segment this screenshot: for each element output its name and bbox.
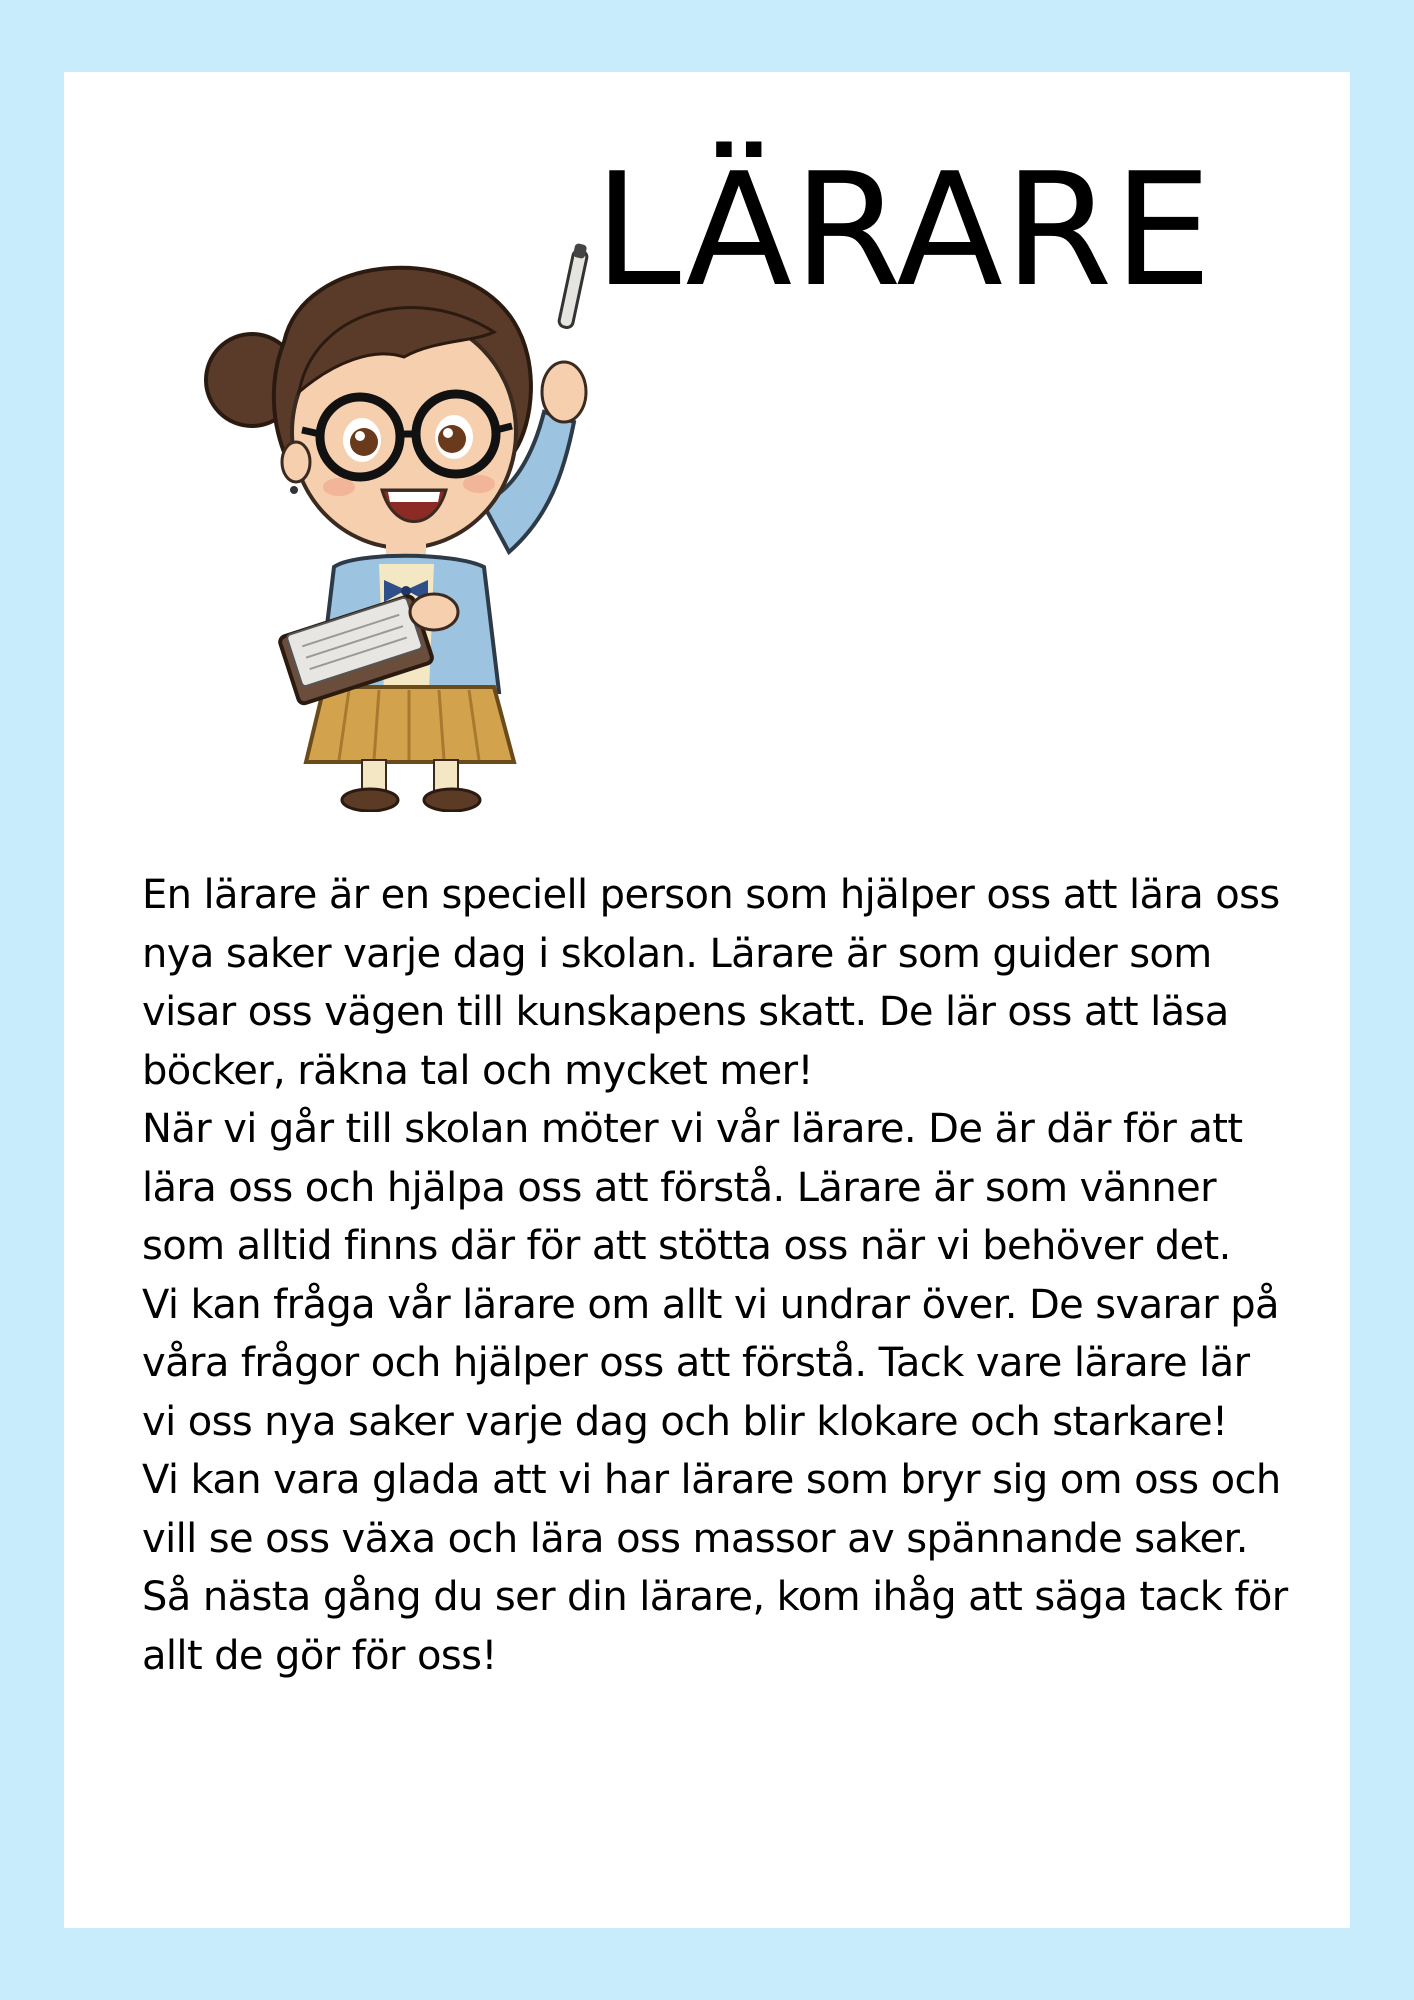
page-title: LÄRARE — [594, 139, 1213, 321]
paragraph: En lärare är en speciell person som hjälper oss att lära oss nya saker varje dag i skolan. Lärare är som guider som visar oss vägen till kunskapens skatt. De lär oss att läsa böcker, räkna tal och mycket mer! — [142, 872, 1280, 1094]
paragraph: Vi kan vara glada att vi har lärare som bryr sig om oss och vill se oss växa och lära oss massor av spännande saker. Så nästa gång du ser din lärare, kom ihåg att säga tack för allt de gör för oss! — [142, 1457, 1288, 1679]
paragraph: Vi kan fråga vår lärare om allt vi undrar över. De svarar på våra frågor och hjälper oss att förstå. Tack vare lärare lär vi oss nya saker varje dag och blir klokare och starkare! — [142, 1281, 1279, 1445]
paragraph: När vi går till skolan möter vi vår lärare. De är där för att lära oss och hjälpa oss att förstå. Lärare är som vänner som alltid finns där för att stötta oss när vi behöver det. — [142, 1106, 1243, 1269]
body-text — [142, 866, 1292, 1685]
teacher-girl-illustration-icon — [134, 172, 674, 812]
worksheet-page — [64, 72, 1350, 1928]
